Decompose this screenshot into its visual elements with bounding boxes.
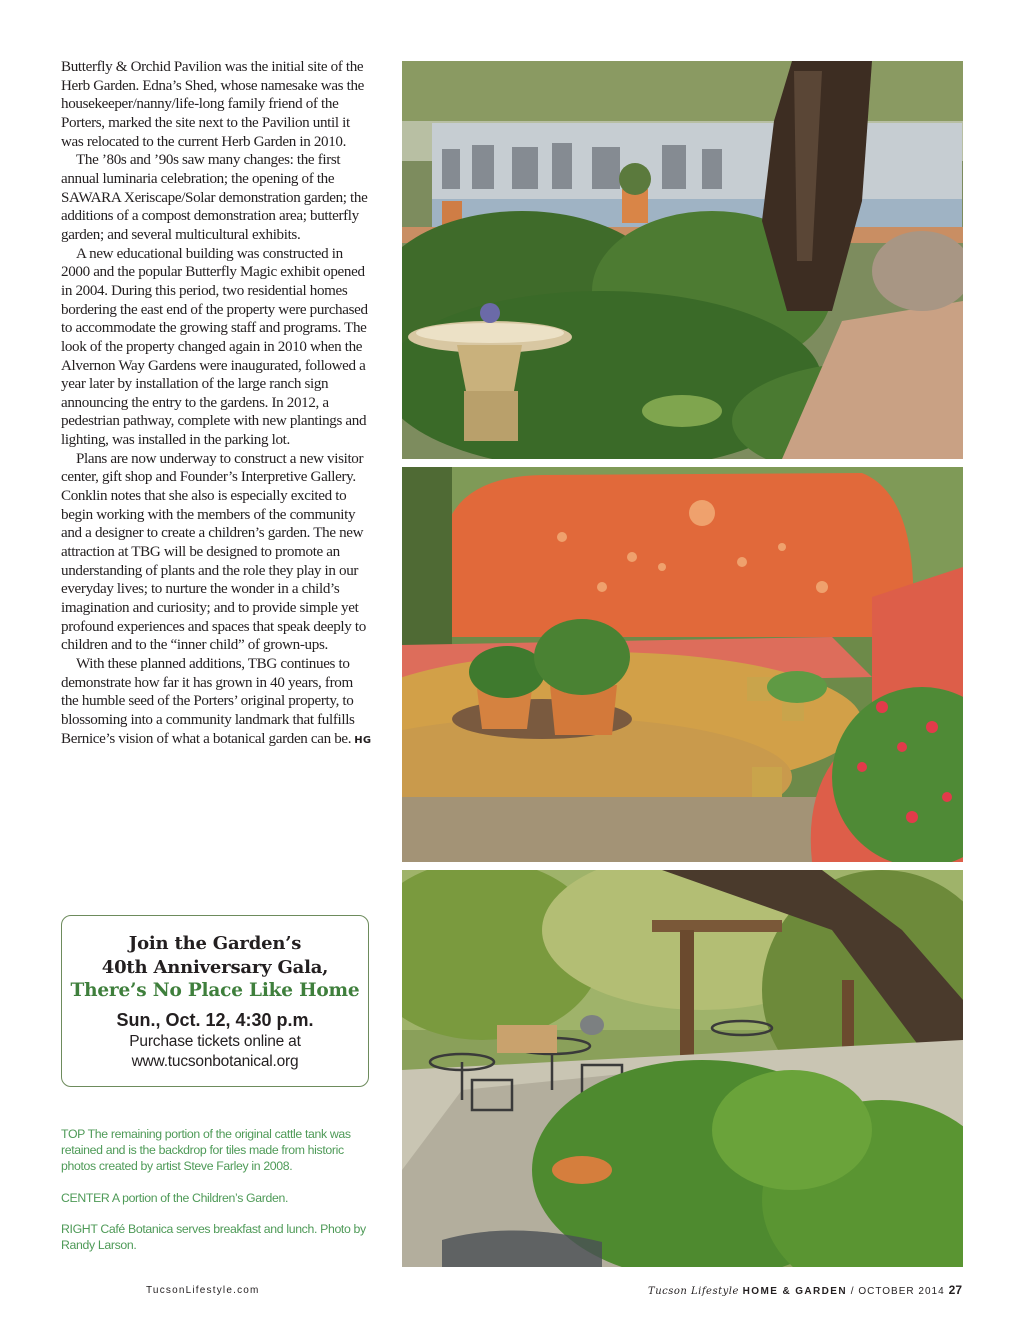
photo-captions — [61, 1126, 376, 1268]
end-mark: HG — [354, 734, 372, 746]
footer-issue: OCTOBER 2014 — [858, 1286, 945, 1297]
promo-url-link[interactable]: www.tucsonbotanical.org — [131, 1052, 299, 1070]
footer-folio — [648, 1283, 962, 1297]
article-body — [61, 58, 373, 750]
promo-tickets-text: Purchase tickets online at — [129, 1032, 301, 1050]
article-paragraph: With these planned additions, TBG continues to demonstrate how far it has grown in 40 years, from the humble seed of the Porters’ original property, to blossoming into a community landmark that fulfills Bernice’s vision of what a botanical garden can be. — [61, 656, 355, 747]
promo-line-1: Join the Garden’s — [128, 933, 302, 954]
photo-childrens-garden — [402, 467, 963, 862]
footer-separator: / — [847, 1286, 859, 1297]
photo-cafe-botanica — [402, 870, 963, 1267]
footer-section: HOME & GARDEN — [742, 1286, 847, 1297]
caption-center: CENTER A portion of the Children’s Garden. — [61, 1190, 289, 1205]
article-paragraph: The ’80s and ’90s saw many changes: the first annual luminaria celebration; the opening of the SAWARA Xeriscape/Solar demonstration garden; the additions of a compost demonstration area; butterfly garden; and several multicultural exhibits. — [61, 152, 368, 243]
promo-tagline: There’s No Place Like Home — [70, 980, 360, 1001]
page-number: 27 — [948, 1283, 962, 1297]
article-paragraph: Butterfly & Orchid Pavilion was the initial site of the Herb Garden. Edna’s Shed, whose namesake was the housekeeper/nanny/life-long family friend of the Porters, marked the site next to the Pavilion until it was relocated to the current Herb Garden in 2010. — [61, 59, 365, 150]
article-paragraph: Plans are now underway to construct a new visitor center, gift shop and Founder’s Interpretive Gallery. Conklin notes that she also is especially excited to begin working with the members of the community and a designer to create a children’s garden. The new attraction at TBG will be designed to promote an understanding of plants and the role they play in our everyday lives; to nurture the wonder in a child’s imagination and curiosity; and to provide simple yet profound experiences and spaces that speak deeply to children and to the “inner child” of grown-ups. — [61, 450, 366, 654]
footer-website[interactable]: TucsonLifestyle.com — [146, 1285, 260, 1296]
article-paragraph: A new educational building was constructed in 2000 and the popular Butterfly Magic exhibit opened in 2004. During this period, two residential homes bordering the east end of the property were purchased to accommodate the growing staff and programs. The look of the property changed again in 2010 when the Alvernon Way Gardens were inaugurated, followed a year later by installation of the large ranch sign announcing the entry to the gardens. In 2012, a pedestrian pathway, complete with new plantings and lighting, was installed in the parking lot. — [61, 245, 368, 449]
promo-line-2: 40th Anniversary Gala, — [101, 956, 329, 978]
caption-top: TOP The remaining portion of the original cattle tank was retained and is the backdrop for tiles made from historic photos created by artist Steve Farley in 2008. — [61, 1127, 351, 1174]
article-paragraph-last — [61, 655, 373, 750]
caption-right: RIGHT Café Botanica serves breakfast and lunch. Photo by Randy Larson. — [61, 1221, 366, 1253]
footer-magazine-name: Tucson Lifestyle — [648, 1286, 739, 1297]
photo-cattle-tank — [402, 61, 963, 459]
promo-date: Sun., Oct. 12, 4:30 p.m. — [116, 1009, 314, 1030]
gala-promo-box — [61, 915, 369, 1087]
